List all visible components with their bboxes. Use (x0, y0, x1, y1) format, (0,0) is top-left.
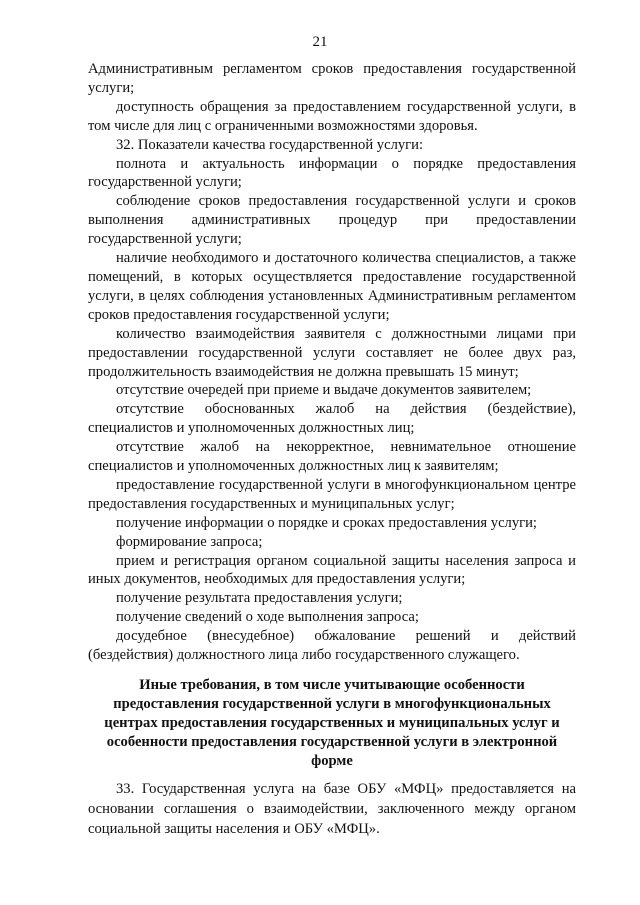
paragraph: соблюдение сроков предоставления государственной услуги и сроков выполнения административных процедур при предоставлении государственной услуги; (88, 193, 576, 248)
paragraph: получение результата предоставления услуги; (116, 590, 403, 607)
paragraph: полнота и актуальность информации о порядке предоставления государственной услуги; (88, 155, 576, 191)
closing-text (88, 779, 576, 839)
paragraph: количество взаимодействия заявителя с должностными лицами при предоставлении государственной услуги составляет не более двух раз, продолжительность взаимодействия не должна превышать 15 минут; (88, 325, 576, 380)
paragraph: предоставление государственной услуги в многофункциональном центре предоставления государственных и муниципальных услуг; (88, 476, 576, 512)
paragraph: отсутствие обоснованных жалоб на действия (бездействие), специалистов и уполномоченных должностных лиц; (88, 401, 576, 437)
paragraph: получение сведений о ходе выполнения запроса; (116, 609, 419, 626)
paragraph: отсутствие жалоб на некорректное, невнимательное отношение специалистов и уполномоченных должностных лиц к заявителям; (88, 439, 576, 475)
paragraph: прием и регистрация органом социальной защиты населения запроса и иных документов, необходимых для предоставления услуги; (88, 552, 576, 588)
paragraph: 33. Государственная услуга на базе ОБУ «МФЦ» предоставляется на основании соглашения о взаимодействии, заключенного между органом социальной защиты населения и ОБУ «МФЦ». (88, 781, 576, 837)
paragraph: формирование запроса; (116, 533, 263, 550)
paragraph: досудебное (внесудебное) обжалование решений и действий (бездействия) должностного лица либо государственного служащего. (88, 628, 576, 664)
paragraph: доступность обращения за предоставлением государственной услуги, в том числе для лиц с ограниченными возможностями здоровья. (88, 98, 576, 134)
paragraph: наличие необходимого и достаточного количества специалистов, а также помещений, в которых осуществляется предоставление государственной услуги, в целях соблюдения установленных Административным регламентом сроков предоставления государственной услуги; (88, 250, 576, 323)
paragraph: получение информации о порядке и сроках предоставления услуги; (116, 514, 537, 531)
page-number: 21 (312, 34, 328, 50)
body-text (88, 60, 576, 665)
paragraph: Административным регламентом сроков предоставления государственной услуги; (88, 61, 576, 96)
section-heading: Иные требования, в том числе учитывающие особенности предоставления государственной услуги в многофункциональных центрах предоставления государственных и муниципальных услуг и особенности предоставления государственной услуги в электронной форме (104, 677, 560, 769)
paragraph: отсутствие очередей при приеме и выдаче документов заявителем; (116, 382, 532, 399)
paragraph: 32. Показатели качества государственной услуги: (116, 136, 424, 153)
